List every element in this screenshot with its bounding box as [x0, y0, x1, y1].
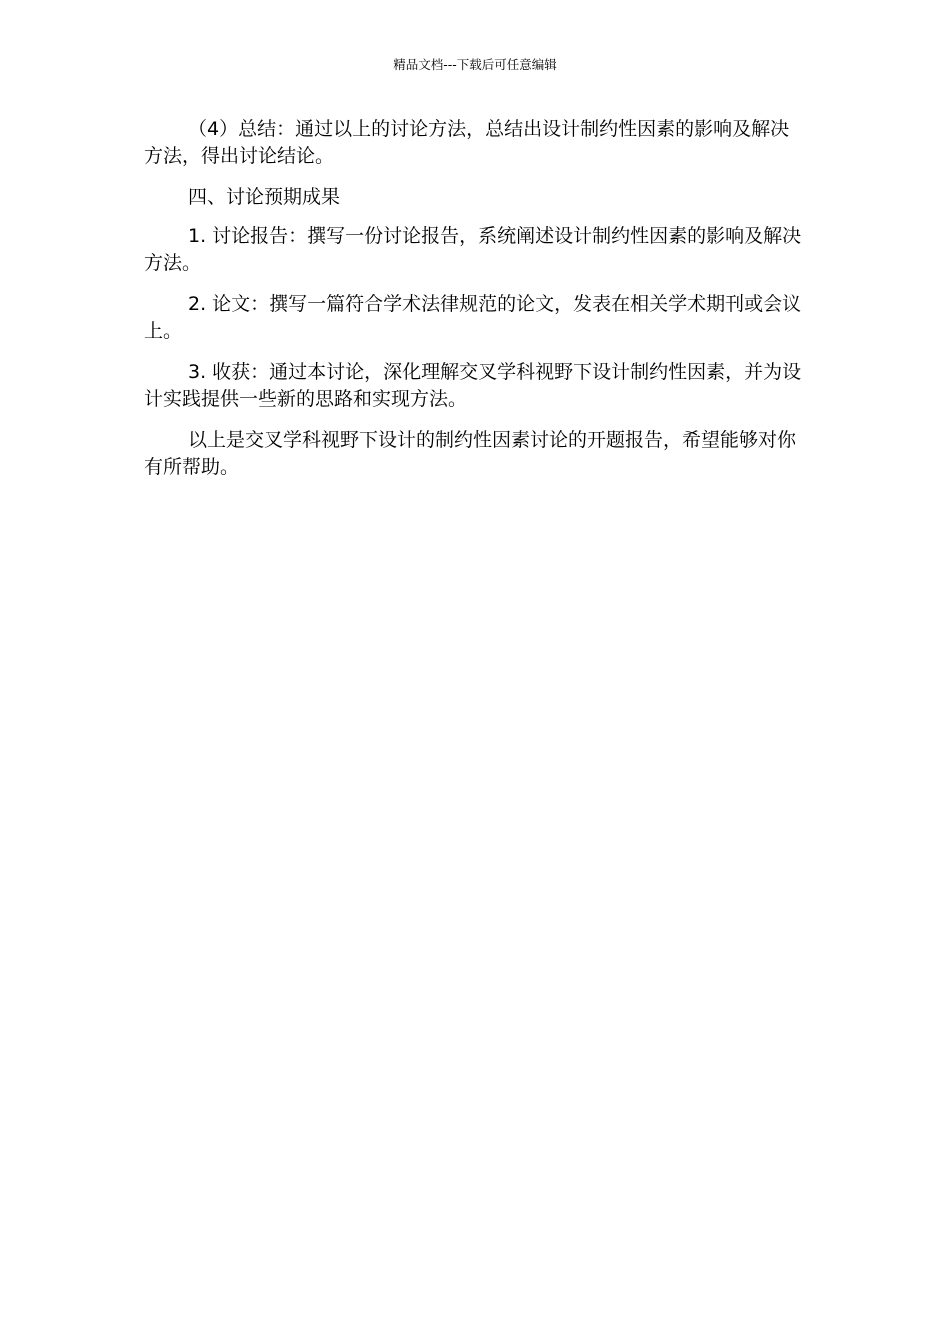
paragraph-report: 1. 讨论报告：撰写一份讨论报告，系统阐述设计制约性因素的影响及解决方法。	[144, 225, 802, 274]
page-header: 精品文档---下载后可任意编辑	[393, 57, 557, 72]
paragraph-closing: 以上是交叉学科视野下设计的制约性因素讨论的开题报告，希望能够对你有所帮助。	[144, 429, 797, 478]
paragraph-gains: 3. 收获：通过本讨论，深化理解交叉学科视野下设计制约性因素，并为设计实践提供一些新的思路和实现方法。	[144, 361, 802, 410]
paragraph-summary-step: （4）总结：通过以上的讨论方法，总结出设计制约性因素的影响及解决方法，得出讨论结论。	[144, 118, 790, 167]
section-heading-expected-results: 四、讨论预期成果	[188, 186, 341, 208]
document-body	[144, 116, 808, 495]
paragraph-paper: 2. 论文：撰写一篇符合学术法律规范的论文，发表在相关学术期刊或会议上。	[144, 293, 802, 342]
